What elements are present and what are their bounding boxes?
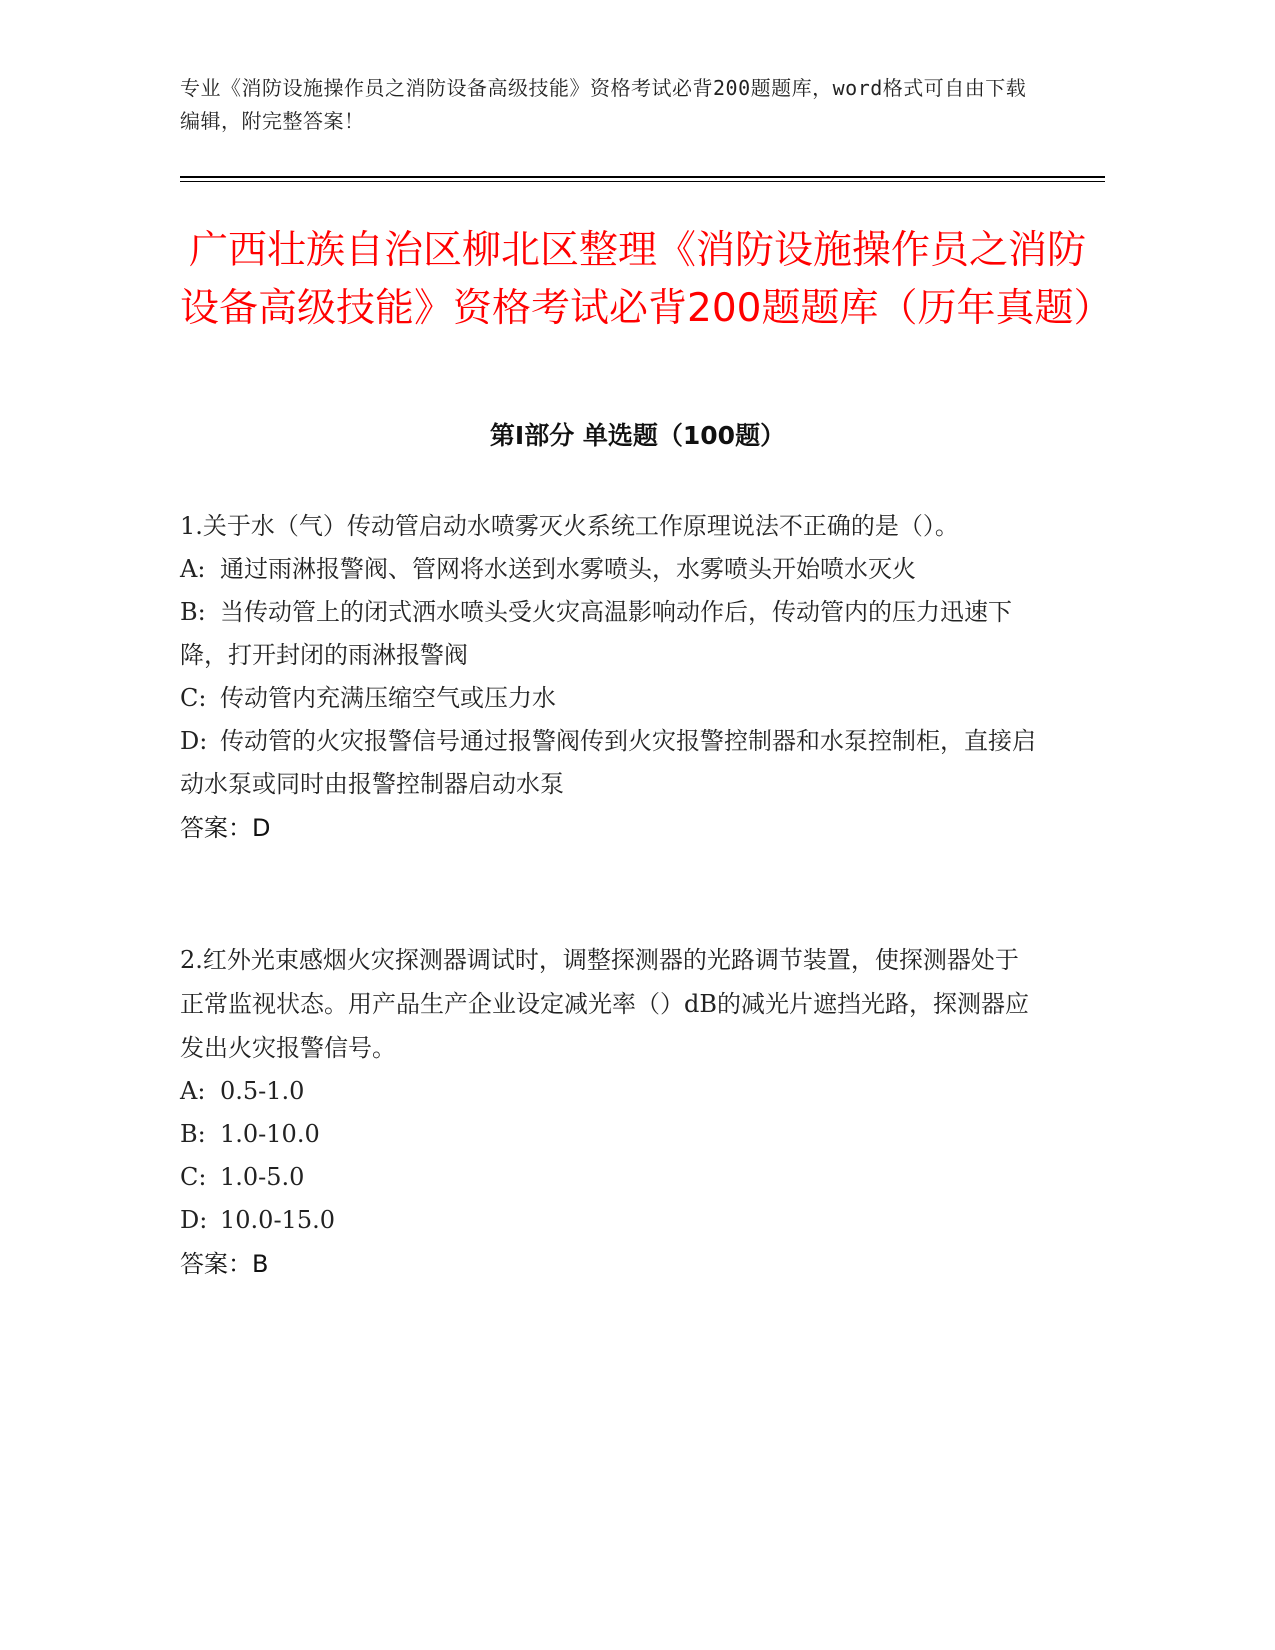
option-text: 当传动管上的闭式洒水喷头受火灾高温影响动作后，传动管内的压力迅速下降，打开封闭的雨淋报警阀 <box>180 598 1012 669</box>
option-key: D: <box>180 727 208 755</box>
answer: 答案：D <box>180 814 271 842</box>
header-divider-thin <box>180 181 1105 182</box>
question-text: 1.关于水（气）传动管启动水喷雾灭火系统工作原理说法不正确的是（）。 <box>180 512 959 540</box>
option-b <box>180 591 1040 677</box>
option-a <box>180 548 1040 591</box>
header-note: 专业《消防设施操作员之消防设备高级技能》资格考试必背200题题库，word格式可自由下载编辑，附完整答案！ <box>180 76 1027 133</box>
option-a <box>180 1070 1040 1113</box>
option-key: D: <box>180 1206 208 1234</box>
option-d <box>180 1199 1040 1242</box>
option-key: B: <box>180 1120 206 1148</box>
question-1 <box>180 504 1040 850</box>
option-text: 传动管内充满压缩空气或压力水 <box>220 684 556 712</box>
option-text: 通过雨淋报警阀、管网将水送到水雾喷头，水雾喷头开始喷水灭火 <box>220 555 916 583</box>
question-2 <box>180 938 1040 1286</box>
option-key: A: <box>180 555 206 583</box>
option-d <box>180 720 1040 806</box>
question-text: 2.红外光束感烟火灾探测器调试时，调整探测器的光路调节装置，使探测器处于正常监视状态。用产品生产企业设定减光率（）dB的减光片遮挡光路，探测器应发出火灾报警信号。 <box>180 946 1029 1062</box>
option-text: 1.0-10.0 <box>220 1120 320 1148</box>
section-heading: 第Ⅰ部分 单选题（100题） <box>489 421 786 450</box>
option-key: B: <box>180 598 206 626</box>
option-key: A: <box>180 1077 206 1105</box>
document-title: 广西壮族自治区柳北区整理《消防设施操作员之消防设备高级技能》资格考试必背200题题库（历年真题） <box>180 228 1113 331</box>
option-text: 传动管的火灾报警信号通过报警阀传到火灾报警控制器和水泵控制柜，直接启动水泵或同时由报警控制器启动水泵 <box>180 727 1036 798</box>
option-key: C: <box>180 684 207 712</box>
option-c <box>180 1156 1040 1199</box>
option-b <box>180 1113 1040 1156</box>
option-text: 0.5-1.0 <box>220 1077 305 1105</box>
option-text: 10.0-15.0 <box>220 1206 335 1234</box>
answer: 答案：B <box>180 1250 269 1278</box>
option-key: C: <box>180 1163 207 1191</box>
option-c <box>180 677 1040 720</box>
header-divider-thick <box>180 176 1105 178</box>
option-text: 1.0-5.0 <box>220 1163 305 1191</box>
